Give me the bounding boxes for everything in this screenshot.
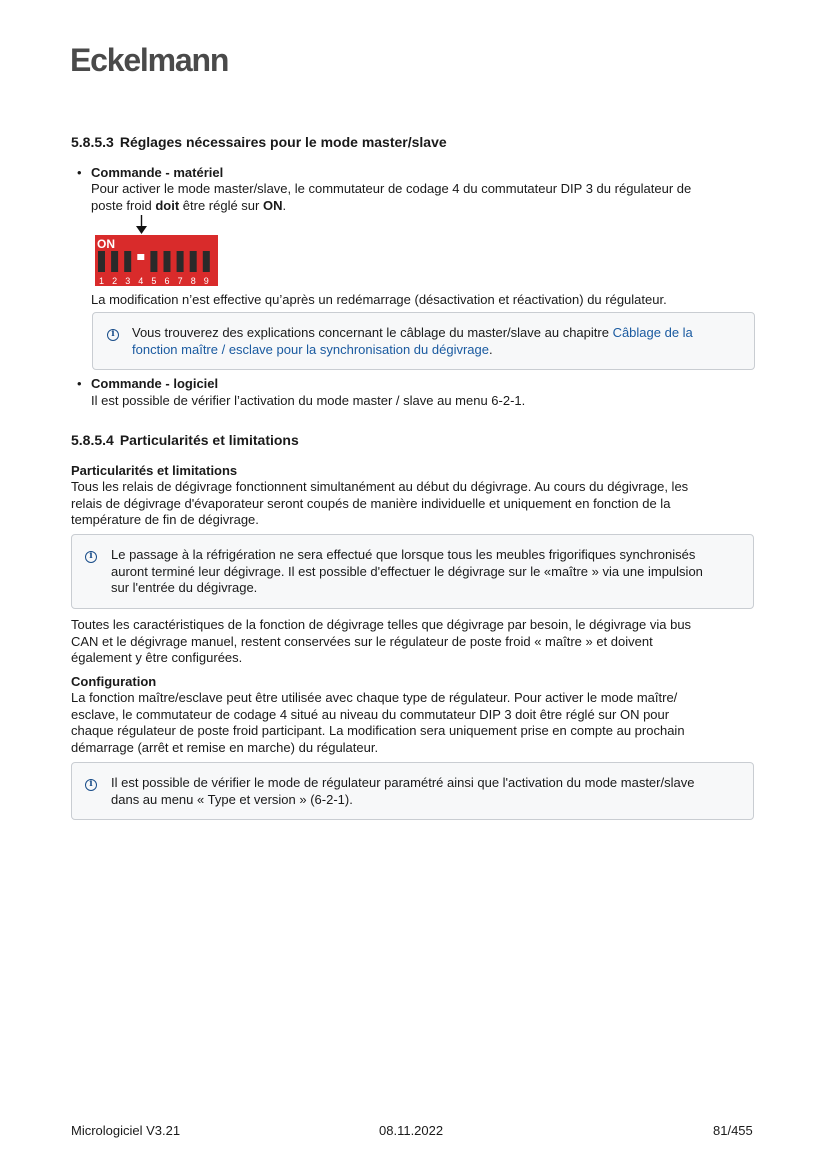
footer-page-number: 81/455 — [713, 1123, 753, 1138]
info-box-cabling-text: Vous trouverez des explications concernant le câblage du master/slave au chapitre Câblage de la fonction maître / esclave pour la synchronisation du dégivrage. — [132, 325, 693, 357]
dip-switch-7 — [177, 251, 184, 272]
cabling-chapter-link[interactable]: Câblage de la — [612, 325, 693, 340]
limitations-subheading: Particularités et limitations — [71, 463, 238, 478]
dip-switch-number: 5 — [151, 276, 157, 286]
dip-switch-number: 7 — [177, 276, 183, 286]
section-title-5854 — [71, 432, 299, 448]
dip-switch-number: 1 — [98, 276, 105, 286]
dip-switch-number: 3 — [125, 276, 131, 286]
dip-switch-2 — [111, 251, 118, 272]
eckelmann-logo: Eckelmann — [70, 42, 229, 78]
configuration-heading: Configuration — [71, 674, 157, 689]
info-box-menu — [71, 762, 754, 820]
restart-note: La modification n’est effective qu’après un redémarrage (désactivation et réactivation) du régulateur. — [91, 292, 667, 307]
cabling-chapter-link-cont[interactable]: fonction maître / esclave pour la synchronisation du dégivrage — [132, 341, 489, 357]
software-text: Il est possible de vérifier l’activation du mode master / slave au menu 6-2-1. — [91, 393, 526, 408]
info-box-menu-text: Il est possible de vérifier le mode de régulateur paramétré ainsi que l'activation du mode master/slave dans au menu « Type et version » (6-2-1). — [111, 775, 695, 807]
info-box-refrigeration — [71, 534, 754, 609]
arrow-down-icon — [136, 215, 147, 234]
info-box-cabling — [92, 312, 755, 370]
dip-switch-4-knob-on — [137, 254, 144, 260]
info-icon: i — [107, 329, 119, 341]
dip-switch-diagram — [94, 213, 220, 288]
dip-switch-3 — [124, 251, 131, 272]
dip-on-label: ON — [97, 237, 115, 251]
info-icon: i — [85, 551, 97, 563]
section-number: 5.8.5.3 — [71, 134, 114, 150]
hardware-text — [91, 181, 751, 214]
section-title-5853 — [71, 134, 447, 150]
info-icon: i — [85, 779, 97, 791]
dip-switch-5 — [150, 251, 157, 272]
software-heading: Commande - logiciel — [91, 376, 219, 391]
limitations-paragraph: Tous les relais de dégivrage fonctionnent simultanément au début du dégivrage. Au cours du dégivrage, les relais de dégivrage d'évaporateur seront coupés de manière individuelle et uniquement en fonction de la température de fin de dégivrage. — [71, 479, 689, 527]
dip-switch-9 — [203, 251, 210, 272]
bullet: • — [77, 376, 82, 391]
dip-switch-number: 6 — [164, 276, 170, 286]
section-heading: Réglages nécessaires pour le mode master/slave — [119, 134, 447, 150]
dip-switch-number: 9 — [203, 276, 209, 286]
hardware-text-line2: poste froid doit être réglé sur ON. — [91, 197, 287, 213]
dip-switch-number: 8 — [190, 276, 196, 286]
info-box-refrigeration-text: Le passage à la réfrigération ne sera effectué que lorsque tous les meubles frigorifiques synchronisés auront terminé leur dégivrage. Il est possible d'effectuer le dégivrage sur le «maître » via une impulsion sur l'entrée du dégivrage. — [111, 547, 703, 595]
dip-switch-number: 4 — [138, 276, 144, 286]
footer-date: 08.11.2022 — [379, 1123, 444, 1138]
configuration-paragraph: La fonction maître/esclave peut être utilisée avec chaque type de régulateur. Pour activer le mode maître/ esclave, le commutateur de codage 4 situé au niveau du commutateur DIP 3 doit être réglé sur ON pour chaque régulateur de poste froid participant. La modification sera uniquement prise en compte au prochain démarrage (arrêt et remise en marche) du régulateur. — [71, 690, 685, 755]
footer-firmware: Micrologiciel V3.21 — [71, 1123, 181, 1138]
hardware-heading: Commande - matériel — [91, 165, 224, 180]
dip-switch-6 — [164, 251, 171, 272]
hardware-text-line1: Pour activer le mode master/slave, le commutateur de codage 4 du commutateur DIP 3 du régulateur de — [91, 181, 692, 196]
section-heading: Particularités et limitations — [119, 432, 299, 448]
bullet: • — [77, 165, 82, 180]
dip-switch-8 — [190, 251, 197, 272]
defrost-features-paragraph: Toutes les caractéristiques de la fonction de dégivrage telles que dégivrage par besoin, le dégivrage via bus CAN et le dégivrage manuel, restent conservées sur le régulateur de poste froid « maître » et doivent également y être configurées. — [71, 617, 692, 665]
dip-switch-1 — [98, 251, 105, 272]
section-number: 5.8.5.4 — [71, 432, 114, 448]
dip-switch-number: 2 — [112, 276, 118, 286]
